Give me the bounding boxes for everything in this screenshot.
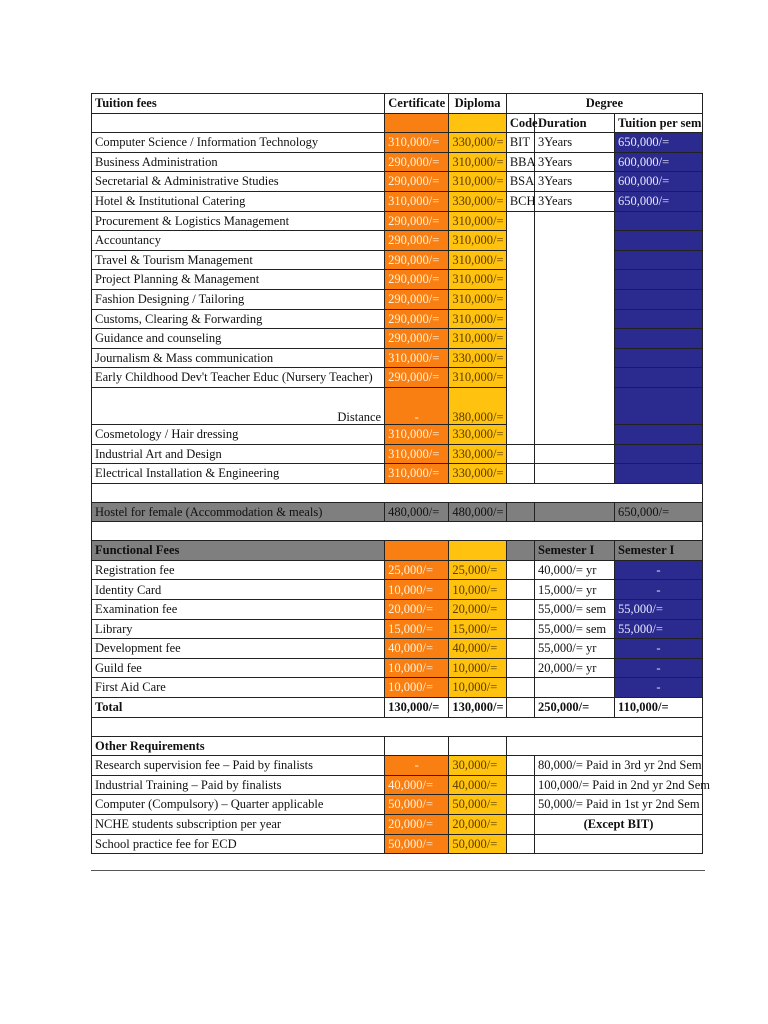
empty-cell [535,289,615,309]
certificate-fee: 290,000/= [385,250,449,270]
hostel-tuition: 650,000/= [615,502,703,522]
certificate-fee: 25,000/= [385,560,449,580]
empty-cell [506,756,534,776]
header-tuition-per-sem: Tuition per sem [615,113,703,133]
spacer-row [92,717,703,736]
functional-code [506,541,534,561]
program-name: Secretarial & Administrative Studies [92,172,385,192]
table-row [92,152,703,172]
degree-code: BIT [506,133,534,153]
table-row [92,387,703,424]
empty-cell [535,270,615,290]
table-row [92,289,703,309]
empty-cell [535,211,615,231]
tuition-per-sem [615,329,703,349]
fee-name: Registration fee [92,560,385,580]
program-name: Procurement & Logistics Management [92,211,385,231]
header-dip-color [449,113,506,133]
program-name: Business Administration [92,152,385,172]
other-requirements-title: Other Requirements [92,736,385,756]
certificate-fee: 10,000/= [385,658,449,678]
tuition-per-sem [615,309,703,329]
table-row [92,756,703,776]
empty-cell [535,309,615,329]
requirement-name: Industrial Training – Paid by finalists [92,775,385,795]
program-name: Early Childhood Dev't Teacher Educ (Nursery Teacher) [92,368,385,388]
empty-cell [506,309,534,329]
fee-name: Library [92,619,385,639]
hostel-row [92,502,703,522]
diploma-fee: 310,000/= [449,270,506,290]
spacer-cell [92,483,703,502]
empty-cell [535,250,615,270]
empty-cell [506,250,534,270]
certificate-fee: 40,000/= [385,639,449,659]
fee-table-sheet [91,93,710,854]
table-row [92,639,703,659]
empty-cell [506,600,534,620]
diploma-fee: 310,000/= [449,211,506,231]
functional-header-row [92,541,703,561]
certificate-fee: 20,000/= [385,600,449,620]
degree-duration: 3Years [535,172,615,192]
certificate-fee: 20,000/= [385,815,449,835]
program-name: Computer Science / Information Technology [92,133,385,153]
semester-one-header: Semester I [535,541,615,561]
diploma-fee: 330,000/= [449,424,506,444]
diploma-fee: 50,000/= [449,834,506,854]
diploma-fee: 310,000/= [449,172,506,192]
table-row [92,815,703,835]
program-name: Guidance and counseling [92,329,385,349]
functional-dip-color [449,541,506,561]
requirement-name: Computer (Compulsory) – Quarter applicable [92,795,385,815]
spacer-row [92,483,703,502]
tuition-per-sem: 650,000/= [615,133,703,153]
semester-fee: 55,000/= [615,619,703,639]
diploma-fee: 20,000/= [449,815,506,835]
semester-fee: - [615,678,703,698]
table-row [92,172,703,192]
degree-code: BBA [506,152,534,172]
empty-cell [506,639,534,659]
semester-fee: - [615,580,703,600]
tuition-per-sem [615,464,703,484]
total-semester: 110,000/= [615,698,703,718]
table-row [92,368,703,388]
degree-note [535,834,703,854]
degree-duration: 3Years [535,152,615,172]
header-certificate: Certificate [385,94,449,114]
table-row [92,619,703,639]
empty-cell [506,289,534,309]
empty-cell [506,775,534,795]
tuition-per-sem: 600,000/= [615,172,703,192]
table-row [92,560,703,580]
certificate-fee: 50,000/= [385,795,449,815]
degree-code: BCH [506,191,534,211]
degree-duration: 3Years [535,133,615,153]
diploma-fee: 310,000/= [449,152,506,172]
diploma-fee: 25,000/= [449,560,506,580]
degree-fee: 55,000/= sem [535,600,615,620]
certificate-fee: 10,000/= [385,580,449,600]
fee-name: First Aid Care [92,678,385,698]
empty-cell [535,348,615,368]
diploma-fee: 330,000/= [449,444,506,464]
program-name: Journalism & Mass communication [92,348,385,368]
diploma-fee: 380,000/= [449,387,506,424]
certificate-fee: 50,000/= [385,834,449,854]
tuition-per-sem [615,348,703,368]
empty-cell [506,464,534,484]
certificate-fee: 10,000/= [385,678,449,698]
hostel-duration [535,502,615,522]
semester-fee: - [615,560,703,580]
table-row [92,658,703,678]
program-name: Travel & Tourism Management [92,250,385,270]
requirement-name: School practice fee for ECD [92,834,385,854]
table-row [92,270,703,290]
certificate-fee: 310,000/= [385,133,449,153]
certificate-fee: 290,000/= [385,172,449,192]
degree-duration: 3Years [535,191,615,211]
table-row [92,329,703,349]
empty-cell [506,658,534,678]
diploma-fee: 30,000/= [449,756,506,776]
certificate-fee: 310,000/= [385,444,449,464]
empty-cell [506,211,534,231]
fee-name: Examination fee [92,600,385,620]
tuition-per-sem [615,211,703,231]
certificate-fee: 290,000/= [385,309,449,329]
program-name: Fashion Designing / Tailoring [92,289,385,309]
diploma-fee: 330,000/= [449,191,506,211]
header-row-2 [92,113,703,133]
degree-code: BSA [506,172,534,192]
empty-cell [535,329,615,349]
semester-fee: - [615,639,703,659]
diploma-fee: 310,000/= [449,250,506,270]
certificate-fee: 310,000/= [385,464,449,484]
table-row [92,580,703,600]
table-row [92,834,703,854]
tuition-per-sem [615,231,703,251]
degree-note: 80,000/= Paid in 3rd yr 2nd Sem [535,756,703,776]
empty-cell [535,444,615,464]
fee-name: Development fee [92,639,385,659]
tuition-per-sem [615,289,703,309]
fee-table-body [92,94,710,854]
program-name: Electrical Installation & Engineering [92,464,385,484]
hostel-name: Hostel for female (Accommodation & meals) [92,502,385,522]
certificate-fee: 290,000/= [385,211,449,231]
program-name: Accountancy [92,231,385,251]
requirement-name: Research supervision fee – Paid by finalists [92,756,385,776]
table-row [92,348,703,368]
table-row [92,444,703,464]
table-row [92,775,703,795]
empty-cell [535,464,615,484]
total-degree: 250,000/= [535,698,615,718]
tuition-per-sem [615,387,703,424]
empty-cell [506,834,534,854]
empty-cell [385,736,449,756]
certificate-fee: 290,000/= [385,289,449,309]
semester-one-header-b: Semester I [615,541,703,561]
certificate-fee: 310,000/= [385,348,449,368]
header-tuition-fees: Tuition fees [92,94,385,114]
degree-fee: 20,000/= yr [535,658,615,678]
bottom-rule [91,870,705,871]
certificate-fee: 290,000/= [385,368,449,388]
header-cert-color [385,113,449,133]
functional-cert-color [385,541,449,561]
table-row [92,191,703,211]
empty-cell [535,231,615,251]
hostel-code [506,502,534,522]
header-duration: Duration [535,113,615,133]
empty-cell [506,329,534,349]
table-row [92,133,703,153]
diploma-fee: 20,000/= [449,600,506,620]
fee-name: Guild fee [92,658,385,678]
empty-cell [506,580,534,600]
diploma-fee: 15,000/= [449,619,506,639]
table-row [92,211,703,231]
diploma-fee: 310,000/= [449,329,506,349]
functional-fees-title: Functional Fees [92,541,385,561]
semester-fee: - [615,658,703,678]
diploma-fee: 10,000/= [449,580,506,600]
certificate-fee: 310,000/= [385,191,449,211]
certificate-fee: 40,000/= [385,775,449,795]
spacer-cell [92,717,703,736]
table-row [92,250,703,270]
header-blank [92,113,385,133]
header-degree: Degree [506,94,702,114]
requirement-name: NCHE students subscription per year [92,815,385,835]
empty-cell [506,678,534,698]
table-row [92,424,703,444]
diploma-fee: 40,000/= [449,639,506,659]
total-diploma: 130,000/= [449,698,506,718]
empty-cell [449,736,506,756]
diploma-fee: 330,000/= [449,133,506,153]
degree-note: 100,000/= Paid in 2nd yr 2nd Sem [535,775,703,795]
diploma-fee: 10,000/= [449,658,506,678]
diploma-fee: 310,000/= [449,231,506,251]
degree-note: 50,000/= Paid in 1st yr 2nd Sem [535,795,703,815]
certificate-fee: 290,000/= [385,231,449,251]
table-row [92,309,703,329]
certificate-fee: 290,000/= [385,270,449,290]
empty-cell [506,815,534,835]
table-row [92,464,703,484]
empty-cell [506,698,534,718]
empty-cell [506,348,534,368]
total-row [92,698,703,718]
degree-fee: 15,000/= yr [535,580,615,600]
degree-fee: 55,000/= yr [535,639,615,659]
empty-cell [506,387,534,424]
tuition-per-sem [615,424,703,444]
diploma-fee: 40,000/= [449,775,506,795]
diploma-fee: 330,000/= [449,348,506,368]
tuition-per-sem [615,444,703,464]
fee-name: Identity Card [92,580,385,600]
certificate-fee: - [385,756,449,776]
program-name: Cosmetology / Hair dressing [92,424,385,444]
diploma-fee: 330,000/= [449,464,506,484]
empty-cell [506,231,534,251]
empty-cell [506,736,702,756]
certificate-fee: 290,000/= [385,329,449,349]
diploma-fee: 310,000/= [449,368,506,388]
tuition-per-sem [615,270,703,290]
other-header-row [92,736,703,756]
empty-cell [506,619,534,639]
table-row [92,600,703,620]
empty-cell [535,424,615,444]
certificate-fee: 310,000/= [385,424,449,444]
table-row [92,795,703,815]
tuition-per-sem [615,250,703,270]
degree-fee: 40,000/= yr [535,560,615,580]
empty-cell [506,368,534,388]
table-row [92,231,703,251]
header-diploma: Diploma [449,94,506,114]
hostel-certificate: 480,000/= [385,502,449,522]
empty-cell [506,795,534,815]
empty-cell [535,368,615,388]
table-row [92,678,703,698]
degree-note: (Except BIT) [535,815,703,835]
diploma-fee: 50,000/= [449,795,506,815]
total-certificate: 130,000/= [385,698,449,718]
header-code: Code [506,113,534,133]
header-row-1 [92,94,703,114]
program-name: Project Planning & Management [92,270,385,290]
fee-table [91,93,710,854]
total-label: Total [92,698,385,718]
certificate-fee: 15,000/= [385,619,449,639]
empty-cell [506,270,534,290]
spacer-row [92,522,703,541]
tuition-per-sem: 650,000/= [615,191,703,211]
empty-cell [506,560,534,580]
empty-cell [506,424,534,444]
program-name: Industrial Art and Design [92,444,385,464]
distance-label: Distance [92,387,385,424]
semester-fee: 55,000/= [615,600,703,620]
diploma-fee: 10,000/= [449,678,506,698]
degree-fee [535,678,615,698]
tuition-per-sem: 600,000/= [615,152,703,172]
certificate-fee: 290,000/= [385,152,449,172]
empty-cell [506,444,534,464]
tuition-per-sem [615,368,703,388]
hostel-diploma: 480,000/= [449,502,506,522]
diploma-fee: 310,000/= [449,309,506,329]
certificate-fee: - [385,387,449,424]
empty-cell [535,387,615,424]
program-name: Customs, Clearing & Forwarding [92,309,385,329]
program-name: Hotel & Institutional Catering [92,191,385,211]
degree-fee: 55,000/= sem [535,619,615,639]
diploma-fee: 310,000/= [449,289,506,309]
spacer-cell [92,522,703,541]
